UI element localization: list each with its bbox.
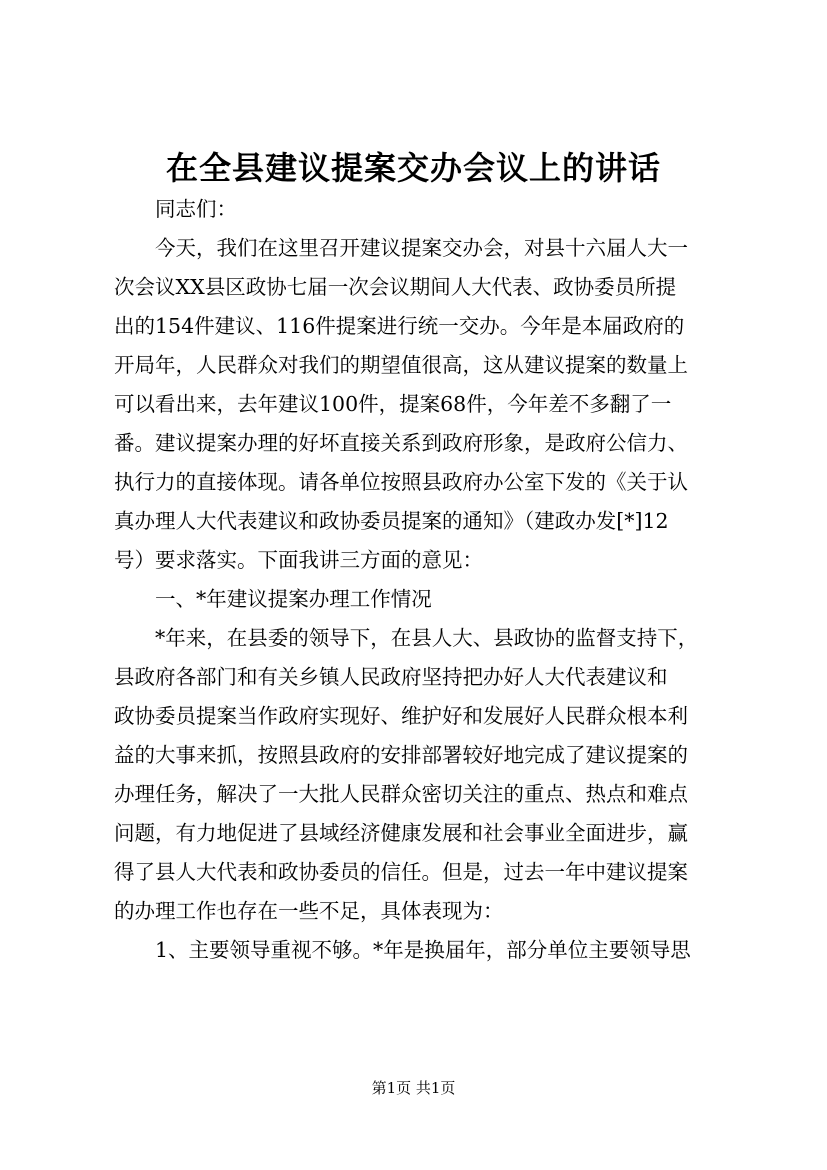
paragraph-line: 执行力的直接体现。请各单位按照县政府办公室下发的《关于认: [114, 470, 688, 494]
paragraph-line: 今天，我们在这里召开建议提案交办会，对县十六届人大一: [155, 236, 688, 260]
paragraph-line: *年来，在县委的领导下，在县人大、县政协的监督支持下，: [155, 626, 699, 650]
paragraph-line: 1、主要领导重视不够。*年是换届年，部分单位主要领导思: [155, 938, 691, 962]
paragraph-line: 可以看出来，去年建议100件，提案68件，今年差不多翻了一: [114, 392, 672, 416]
paragraph-line: 号）要求落实。下面我讲三方面的意见：: [114, 548, 483, 572]
document-body: [114, 190, 714, 970]
paragraph-line: 政协委员提案当作政府实现好、维护好和发展好人民群众根本利: [114, 704, 688, 728]
page-footer: 第1页 共1页: [371, 1079, 456, 1097]
paragraph-line: 得了县人大代表和政协委员的信任。但是，过去一年中建议提案: [114, 860, 688, 884]
paragraph-line: 问题，有力地促进了县域经济健康发展和社会事业全面进步，赢: [114, 821, 688, 845]
paragraph-line: 的办理工作也存在一些不足，具体表现为：: [114, 899, 504, 923]
paragraph-line: 开局年，人民群众对我们的期望值很高，这从建议提案的数量上: [114, 353, 688, 377]
paragraph-line: 出的154件建议、116件提案进行统一交办。今年是本届政府的: [114, 314, 685, 338]
document-title: 在全县建议提案交办会议上的讲话: [165, 149, 661, 187]
paragraph-line: 真办理人大代表建议和政协委员提案的通知》（建政办发[*]12: [114, 509, 669, 533]
paragraph-line: 办理任务，解决了一大批人民群众密切关注的重点、热点和难点: [114, 782, 688, 806]
paragraph-line: 番。建议提案办理的好坏直接关系到政府形象，是政府公信力、: [114, 431, 688, 455]
section-heading: 一、*年建议提案办理工作情况: [155, 587, 432, 611]
paragraph-line: 县政府各部门和有关乡镇人民政府坚持把办好人大代表建议和: [114, 665, 668, 689]
salutation-line: 同志们：: [155, 197, 237, 221]
paragraph-line: 次会议XX县区政协七届一次会议期间人大代表、政协委员所提: [114, 275, 677, 299]
paragraph-line: 益的大事来抓，按照县政府的安排部署较好地完成了建议提案的: [114, 743, 688, 767]
